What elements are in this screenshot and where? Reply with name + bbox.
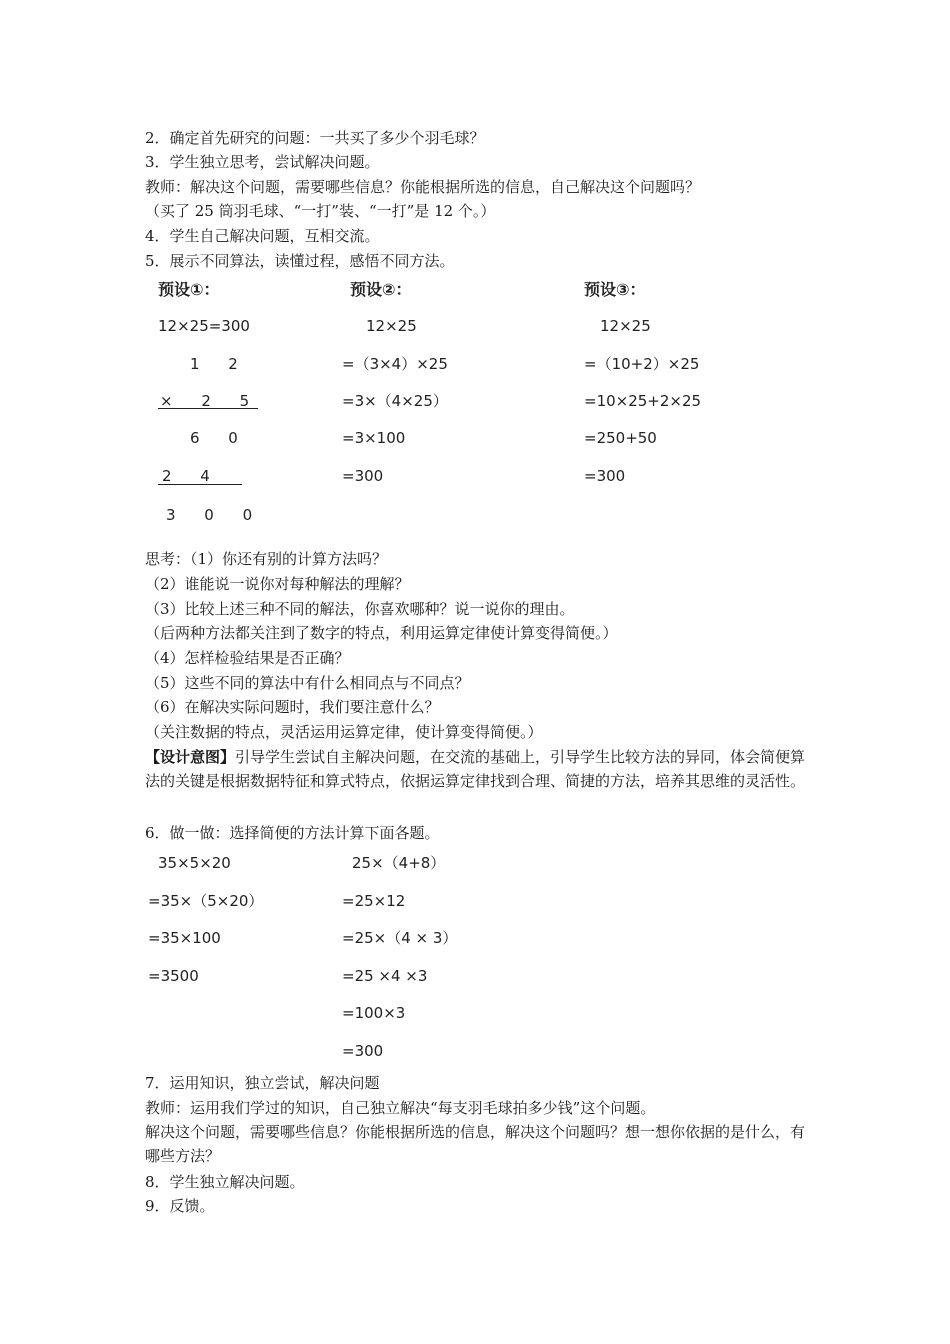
preset-3-line-4: =250+50 bbox=[584, 429, 657, 447]
step-9: 9．反馈。 bbox=[145, 1197, 215, 1215]
preset-1-equation: 12×25=300 bbox=[158, 317, 250, 335]
vertical-row-5: 3 0 0 bbox=[166, 506, 265, 524]
preset-2-title: 预设②： bbox=[350, 280, 412, 299]
step-3: 3．学生独立思考，尝试解决问题。 bbox=[145, 153, 380, 171]
vertical-row-2: × 2 5 bbox=[160, 392, 262, 410]
practice-left-line-4: =3500 bbox=[148, 967, 199, 985]
practice-right-line-1: 25×（4+8） bbox=[352, 854, 446, 872]
preset-3-line-1: 12×25 bbox=[600, 317, 651, 335]
preset-2-line-2: =（3×4）×25 bbox=[342, 355, 448, 373]
teacher-question-1: 教师：解决这个问题，需要哪些信息？你能根据所选的信息，自己解决这个问题吗？ bbox=[145, 178, 701, 196]
teacher-question-2: 教师：运用我们学过的知识，自己独立解决“每支羽毛球拍多少钱”这个问题。 bbox=[145, 1099, 656, 1117]
preset-2-line-4: =3×100 bbox=[342, 429, 406, 447]
vertical-row-4: 2 4 bbox=[162, 467, 222, 485]
practice-left-line-3: =35×100 bbox=[148, 929, 221, 947]
question-paragraph: 解决这个问题，需要哪些信息？你能根据所选的信息，解决这个问题吗？想一想你依据的是什么，有哪些方法？ bbox=[145, 1123, 806, 1165]
vertical-underline-1 bbox=[158, 408, 258, 409]
design-intent bbox=[145, 745, 810, 793]
step-6: 6．做一做：选择简便的方法计算下面各题。 bbox=[145, 824, 440, 842]
preset-3-line-2: =（10+2）×25 bbox=[584, 355, 700, 373]
practice-right-line-2: =25×12 bbox=[342, 892, 406, 910]
think-q2: （2）谁能说一说你对每种解法的理解？ bbox=[145, 575, 410, 593]
preset-3-line-3: =10×25+2×25 bbox=[584, 392, 702, 410]
preset-2-line-5: =300 bbox=[342, 467, 384, 485]
step-5: 5．展示不同算法，读懂过程，感悟不同方法。 bbox=[145, 252, 455, 270]
think-q1: 思考：（1）你还有别的计算方法吗？ bbox=[145, 550, 388, 568]
step-2: 2．确定首先研究的问题：一共买了多少个羽毛球？ bbox=[145, 129, 485, 147]
vertical-underline-2 bbox=[158, 484, 242, 485]
practice-left-line-2: =35×（5×20） bbox=[148, 892, 264, 910]
think-a6: （关注数据的特点，灵活运用运算定律，使计算变得简便。） bbox=[145, 723, 543, 741]
preset-3-title: 预设③： bbox=[584, 280, 646, 299]
step-4: 4．学生自己解决问题，互相交流。 bbox=[145, 227, 380, 245]
answer-1: （买了 25 筒羽毛球、“一打”装、“一打”是 12 个。） bbox=[145, 202, 496, 220]
step-8: 8．学生独立解决问题。 bbox=[145, 1173, 305, 1191]
preset-2-line-1: 12×25 bbox=[366, 317, 417, 335]
preset-1-title: 预设①： bbox=[158, 280, 220, 299]
step-7: 7．运用知识，独立尝试，解决问题 bbox=[145, 1074, 380, 1092]
practice-right-line-4: =25 ×4 ×3 bbox=[342, 967, 428, 985]
think-a3: （后两种方法都关注到了数字的特点，利用运算定律使计算变得简便。） bbox=[145, 624, 618, 642]
practice-right-line-5: =100×3 bbox=[342, 1004, 406, 1022]
practice-right-line-6: =300 bbox=[342, 1042, 384, 1060]
design-intent-text: 引导学生尝试自主解决问题，在交流的基础上，引导学生比较方法的异同，体会简便算法的关键是根据数据特征和算式特点，依据运算定律找到合理、简捷的方法，培养其思维的灵活性。 bbox=[145, 748, 806, 790]
preset-3-line-5: =300 bbox=[584, 467, 626, 485]
vertical-row-3: 6 0 bbox=[190, 429, 250, 447]
preset-2-line-3: =3×（4×25） bbox=[342, 392, 448, 410]
design-intent-label: 【设计意图】 bbox=[145, 748, 236, 766]
think-q6: （6）在解决实际问题时，我们要注意什么？ bbox=[145, 698, 440, 716]
practice-left-line-1: 35×5×20 bbox=[158, 854, 231, 872]
think-q3: （3）比较上述三种不同的解法，你喜欢哪种？说一说你的理由。 bbox=[145, 600, 575, 618]
vertical-row-1: 1 2 bbox=[190, 355, 250, 373]
think-q5: （5）这些不同的算法中有什么相同点与不同点？ bbox=[145, 674, 470, 692]
practice-right-line-3: =25×（4 × 3） bbox=[342, 929, 458, 947]
think-q4: （4）怎样检验结果是否正确？ bbox=[145, 649, 350, 667]
